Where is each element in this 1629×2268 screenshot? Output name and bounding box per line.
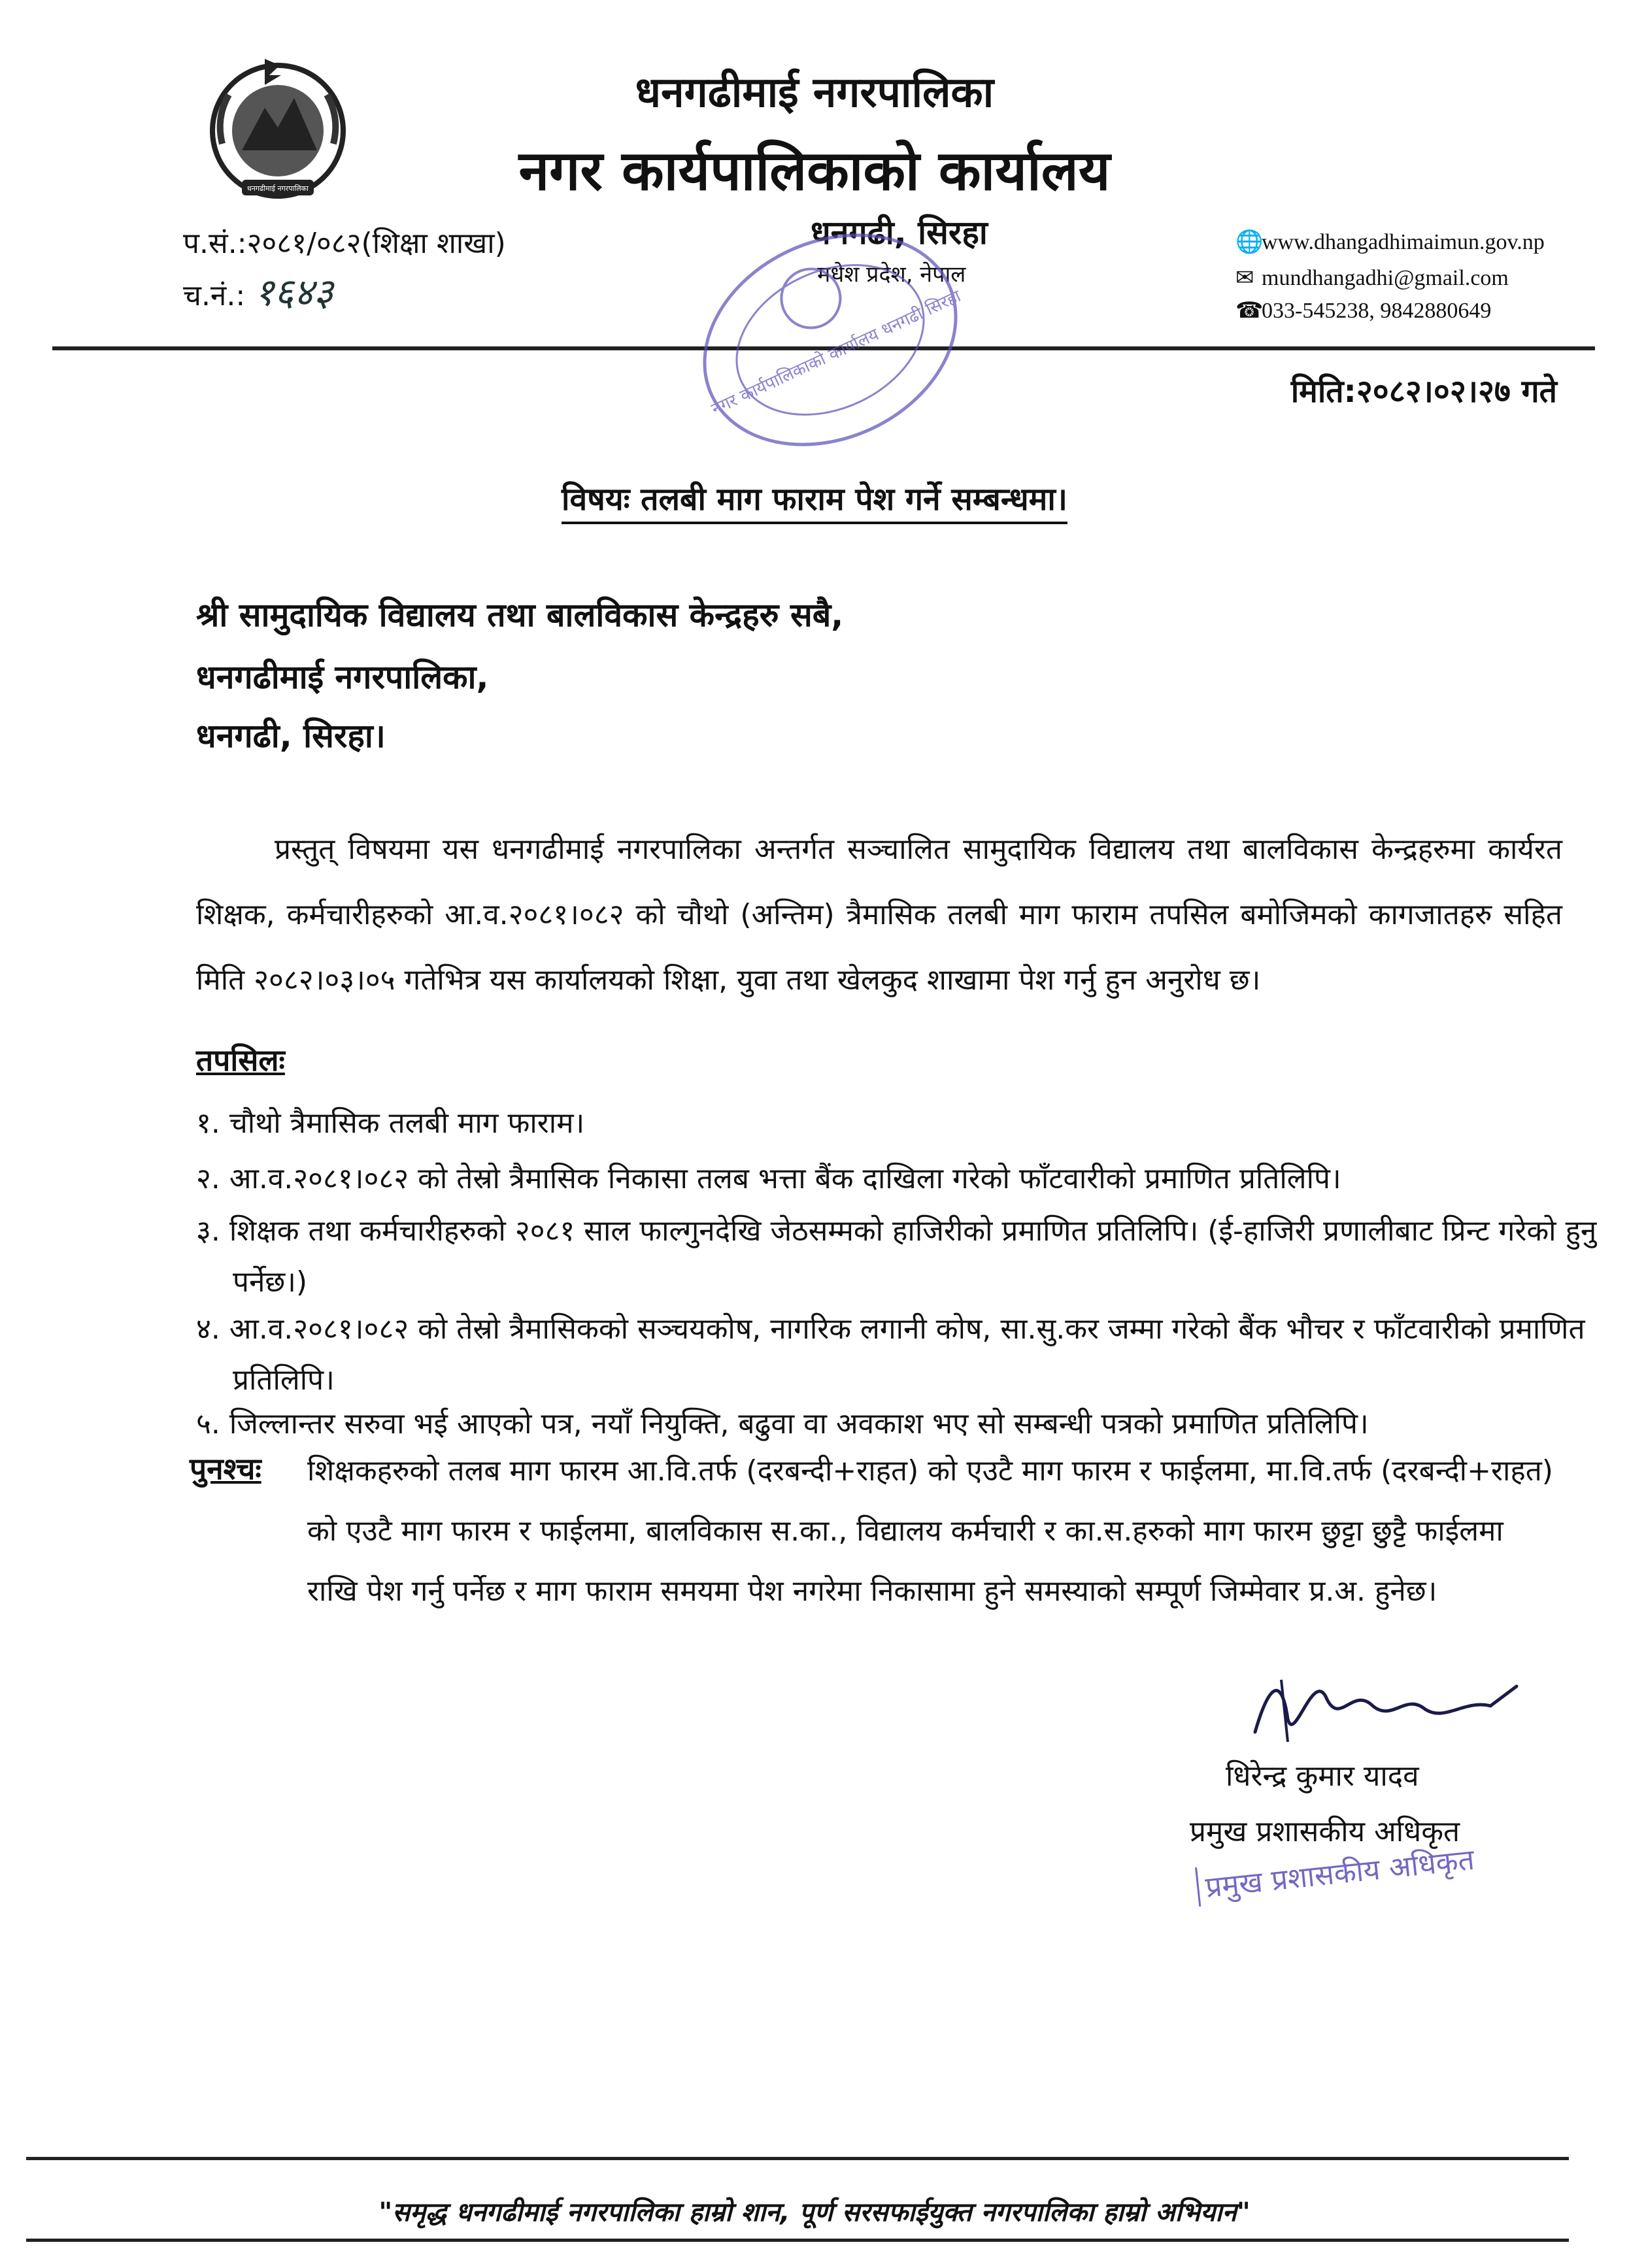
office-name: नगर कार्यपालिकाको कार्यालय bbox=[518, 139, 1111, 203]
footer-slogan: "समृद्ध धनगढीमाई नगरपालिका हाम्रो शान, पूर्ण सरसफाईयुक्त नगरपालिका हाम्रो अभियान" bbox=[378, 2197, 1251, 2227]
postscript-label: पुनश्चः bbox=[190, 1451, 261, 1486]
telephone-icon: ☎ bbox=[1235, 299, 1264, 323]
reference-label: प.सं.: bbox=[183, 227, 247, 260]
office-stamp-icon bbox=[680, 222, 981, 458]
reference-number bbox=[183, 222, 506, 261]
phone-contact bbox=[1235, 297, 1491, 324]
details-heading: तपसिलः bbox=[196, 1042, 285, 1078]
details-item: ४. आ.व.२०८१।०८२ को तेस्रो त्रैमासिकको सञ्चयकोष, नागरिक लगानी कोष, सा.सु.कर जम्मा गरेको बैंक भौचर र फाँटवारीको प्रमाणित प्रतिलिपि। bbox=[196, 1312, 1585, 1397]
municipality-name: धनगढीमाई नगरपालिका bbox=[635, 69, 994, 117]
addressee-line3: धनगढी, सिरहा। bbox=[196, 717, 386, 755]
signatory-designation: प्रमुख प्रशासकीय अधिकृत bbox=[1190, 1815, 1460, 1848]
dispatch-number bbox=[183, 265, 333, 316]
email-text: mundhangadhi@gmail.com bbox=[1262, 266, 1509, 290]
addressee-line2: धनगढीमाई नगरपालिका, bbox=[196, 658, 489, 696]
details-item: ५. जिल्लान्तर सरुवा भई आएको पत्र, नयाँ नियुक्ति, बढुवा वा अवकाश भए सो सम्बन्धी पत्रको प्रमाणित प्रतिलिपि। bbox=[196, 1407, 1369, 1441]
envelope-icon: ✉ bbox=[1235, 266, 1254, 290]
reference-value: २०८१/०८२(शिक्षा शाखा) bbox=[246, 227, 506, 260]
signature-icon bbox=[1242, 1660, 1530, 1745]
website-text: www.dhangadhimaimun.gov.np bbox=[1262, 230, 1545, 254]
globe-icon: 🌐 bbox=[1235, 230, 1264, 254]
location-line2: मधेश प्रदेश, नेपाल bbox=[817, 261, 966, 288]
subject-text: विषयः तलबी माग फाराम पेश गर्ने सम्बन्धमा। bbox=[562, 481, 1067, 524]
body-paragraph: प्रस्तुत् विषयमा यस धनगढीमाई नगरपालिका अन्तर्गत सञ्चालित सामुदायिक विद्यालय तथा बालविकास केन्द्रहरुमा कार्यरत शिक्षक, कर्मचारीहरुको आ.व.२०८१।०८२ को चौथो (अन्तिम) त्रैमासिक तलबी माग फाराम तपसिल बमोजिमको कागजातहरु सहित मिति २०८२।०३।०५ गतेभित्र यस कार्यालयको शिक्षा, युवा तथा खेलकुद शाखामा पेश गर्नु हुन अनुरोध छ। bbox=[196, 833, 1562, 997]
footer-divider-top bbox=[26, 2157, 1569, 2160]
details-item: ३. शिक्षक तथा कर्मचारीहरुको २०८१ साल फाल्गुनदेखि जेठसम्मको हाजिरीको प्रमाणित प्रतिलिपि। (ई-हाजिरी प्रणालीबाट प्रिन्ट गरेको हुनु पर्नेछ।) bbox=[196, 1214, 1597, 1299]
designation-stamp: प्रमुख प्रशासकीय अधिकृत bbox=[1195, 1839, 1476, 1907]
location-line1: धनगढी, सिरहा bbox=[811, 214, 988, 252]
details-item: १. चौथो त्रैमासिक तलबी माग फाराम। bbox=[196, 1107, 585, 1140]
addressee-line1: श्री सामुदायिक विद्यालय तथा बालविकास केन्द्रहरु सबै, bbox=[196, 596, 844, 634]
dispatch-label: च.नं.: bbox=[183, 279, 246, 312]
letter-subject bbox=[0, 477, 1629, 520]
signatory-name: धिरेन्द्र कुमार यादव bbox=[1226, 1759, 1419, 1793]
letter-date: मिति:२०८२।०२।२७ गते bbox=[1290, 373, 1557, 410]
footer-divider-bottom bbox=[26, 2239, 1569, 2242]
emblem-caption: धनगढीमाई नगरपालिका bbox=[247, 184, 309, 193]
phone-text: 033-545238, 9842880649 bbox=[1262, 299, 1492, 323]
email-contact bbox=[1235, 265, 1509, 291]
details-item: २. आ.व.२०८१।०८२ को तेस्रो त्रैमासिक निकासा तलब भत्ता बैंक दाखिला गरेको फाँटवारीको प्रमाणित प्रतिलिपि। bbox=[196, 1162, 1341, 1195]
postscript-text: शिक्षकहरुको तलब माग फारम आ.वि.तर्फ (दरबन्दी+राहत) को एउटै माग फारम र फाईलमा, मा.वि.तर्फ (दरबन्दी+राहत) को एउटै माग फारम र फाईलमा, बालविकास स.का., विद्यालय कर्मचारी र का.स.हरुको माग फारम छुट्टा छुट्टै फाईलमा राखि पेश गर्नु पर्नेछ र माग फाराम समयमा पेश नगरेमा निकासामा हुने समस्याको सम्पूर्ण जिम्मेवार प्र.अ. हुनेछ। bbox=[307, 1454, 1553, 1608]
website-contact bbox=[1235, 229, 1545, 255]
stamp-text: नगर कार्यपालिकाको कार्यालय धनगढी सिरहा bbox=[709, 286, 964, 420]
dispatch-value: १६४३ bbox=[254, 270, 333, 314]
